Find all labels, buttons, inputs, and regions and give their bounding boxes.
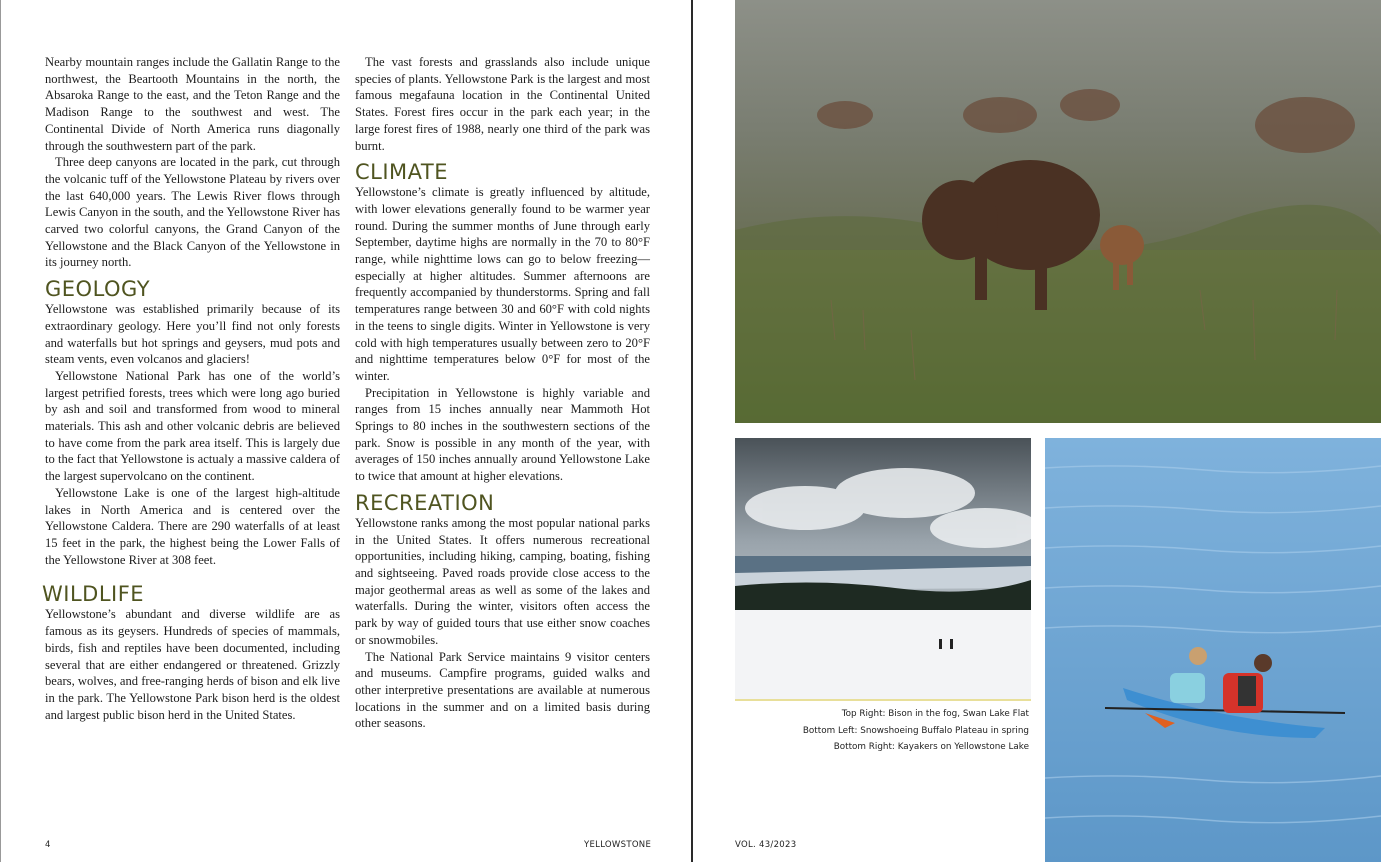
section-heading-recreation: RECREATION [355, 490, 495, 515]
paragraph: Three deep canyons are located in the park, cut through the volcanic tuff of the Yellowstone Plateau by rivers over the last 640,000 years. The Lewis River flows through Lewis Canyon in the south, and the Yellowstone River has carved two colorful canyons, the Grand Canyon of the Yellowstone and the Black Canyon of the Yellowstone in its journey north. [45, 155, 340, 270]
snowshoeing-photo [735, 438, 1031, 701]
paragraph: Yellowstone National Park has one of the world’s largest petrified forests, trees which were long ago buried by ash and soil and transformed from wood to mineral materials. This ash and other volcanic debris are believed to have come from the park area itself. This is largely due to the fact that Yellowstone is actualy a massive caldera of the largest supervolcano on the continent. [45, 368, 340, 484]
section-heading-wildlife: WILDLIFE [42, 582, 145, 607]
caption-bottom-right: Bottom Right: Kayakers on Yellowstone Lake [833, 742, 1029, 752]
section-heading-climate: CLIMATE [355, 160, 449, 185]
paragraph: Nearby mountain ranges include the Gallatin Range to the northwest, the Beartooth Mountains in the north, the Absaroka Range to the east, and the Teton Range and the Madison Range to the southwest and west. The Continental Divide of North America runs diagonally through the southwestern part of the park. [45, 55, 340, 153]
paragraph: Precipitation in Yellowstone is highly variable and ranges from 15 inches annually near Mammoth Hot Springs to 80 inches in the southwestern sections of the park. Snow is possible in any month of the year, with averages of 150 inches annually around Yellowstone Lake to twice that amount at higher elevations. [355, 385, 650, 484]
paragraph: The National Park Service maintains 9 visitor centers and museums. Campfire programs, guided walks and other interpretive presentations are available at numerous locations in the summer and on a limited basis during other seasons. [355, 649, 650, 731]
text-column-1 [42, 54, 340, 723]
paragraph: Yellowstone’s climate is greatly influenced by altitude, with lower elevations generally found to be warmer year round. During the summer months of June through early September, daytime highs are normally in the 70 to 80°F range, while nighttime lows can go to below freezing—especially at higher altitudes. Summer afternoons are frequently accompanied by thunderstorms. Spring and fall temperatures range between 30 and 60°F with cold nights in the teens to single digits. Winter in Yellowstone is very cold with high temperatures usually between zero to 20°F and nighttime temperatures below 0°F for most of the winter. [355, 185, 650, 383]
bison-photo [735, 0, 1381, 423]
volume-label: VOL. 43/2023 [735, 840, 797, 850]
page-number: 4 [45, 840, 51, 850]
paragraph: The vast forests and grasslands also include unique species of plants. Yellowstone Park is the largest and most famous megafauna location in the Continental United States. Forest fires occur in the park each year; in the large forest fires of 1988, nearly one third of the park was burnt. [355, 55, 650, 153]
caption-bottom-left: Bottom Left: Snowshoeing Buffalo Plateau in spring [802, 725, 1029, 736]
paragraph: Yellowstone was established primarily because of its extraordinary geology. Here you’ll find not only forests and waterfalls but hot springs and geysers, mud pots and steam vents, even volcanos and glaciers! [45, 302, 340, 367]
paragraph: Yellowstone’s abundant and diverse wildlife are as famous as its geysers. Hundreds of species of mammals, birds, fish and reptiles have been documented, including several that are either endangered or threatened. Grizzly bears, wolves, and free-ranging herds of bison and elk live in the park. The Yellowstone Park bison herd is the oldest and largest public bison herd in the United States. [45, 607, 340, 722]
section-heading-geology: GEOLOGY [45, 277, 151, 302]
paragraph: Yellowstone ranks among the most popular national parks in the United States. It offers numerous recreational opportunities, including hiking, camping, boating, fishing and sightseeing. Paved roads provide close access to the major geothermal areas as well as some of the lakes and waterfalls. During the winter, visitors often access the park by way of guided tours that use either snow coaches or snowmobiles. [355, 515, 650, 647]
photo-captions [735, 706, 1029, 756]
paragraph: Yellowstone Lake is one of the largest high-altitude lakes in North America and is centered over the Yellowstone Caldera. There are 290 waterfalls of at least 15 feet in the park, the highest being the Lower Falls of the Yellowstone River at 308 feet. [45, 485, 340, 567]
running-head: YELLOWSTONE [584, 840, 652, 850]
text-column-2 [355, 54, 650, 732]
kayakers-photo [1045, 438, 1381, 862]
caption-top-right: Top Right: Bison in the fog, Swan Lake Flat [841, 709, 1029, 719]
